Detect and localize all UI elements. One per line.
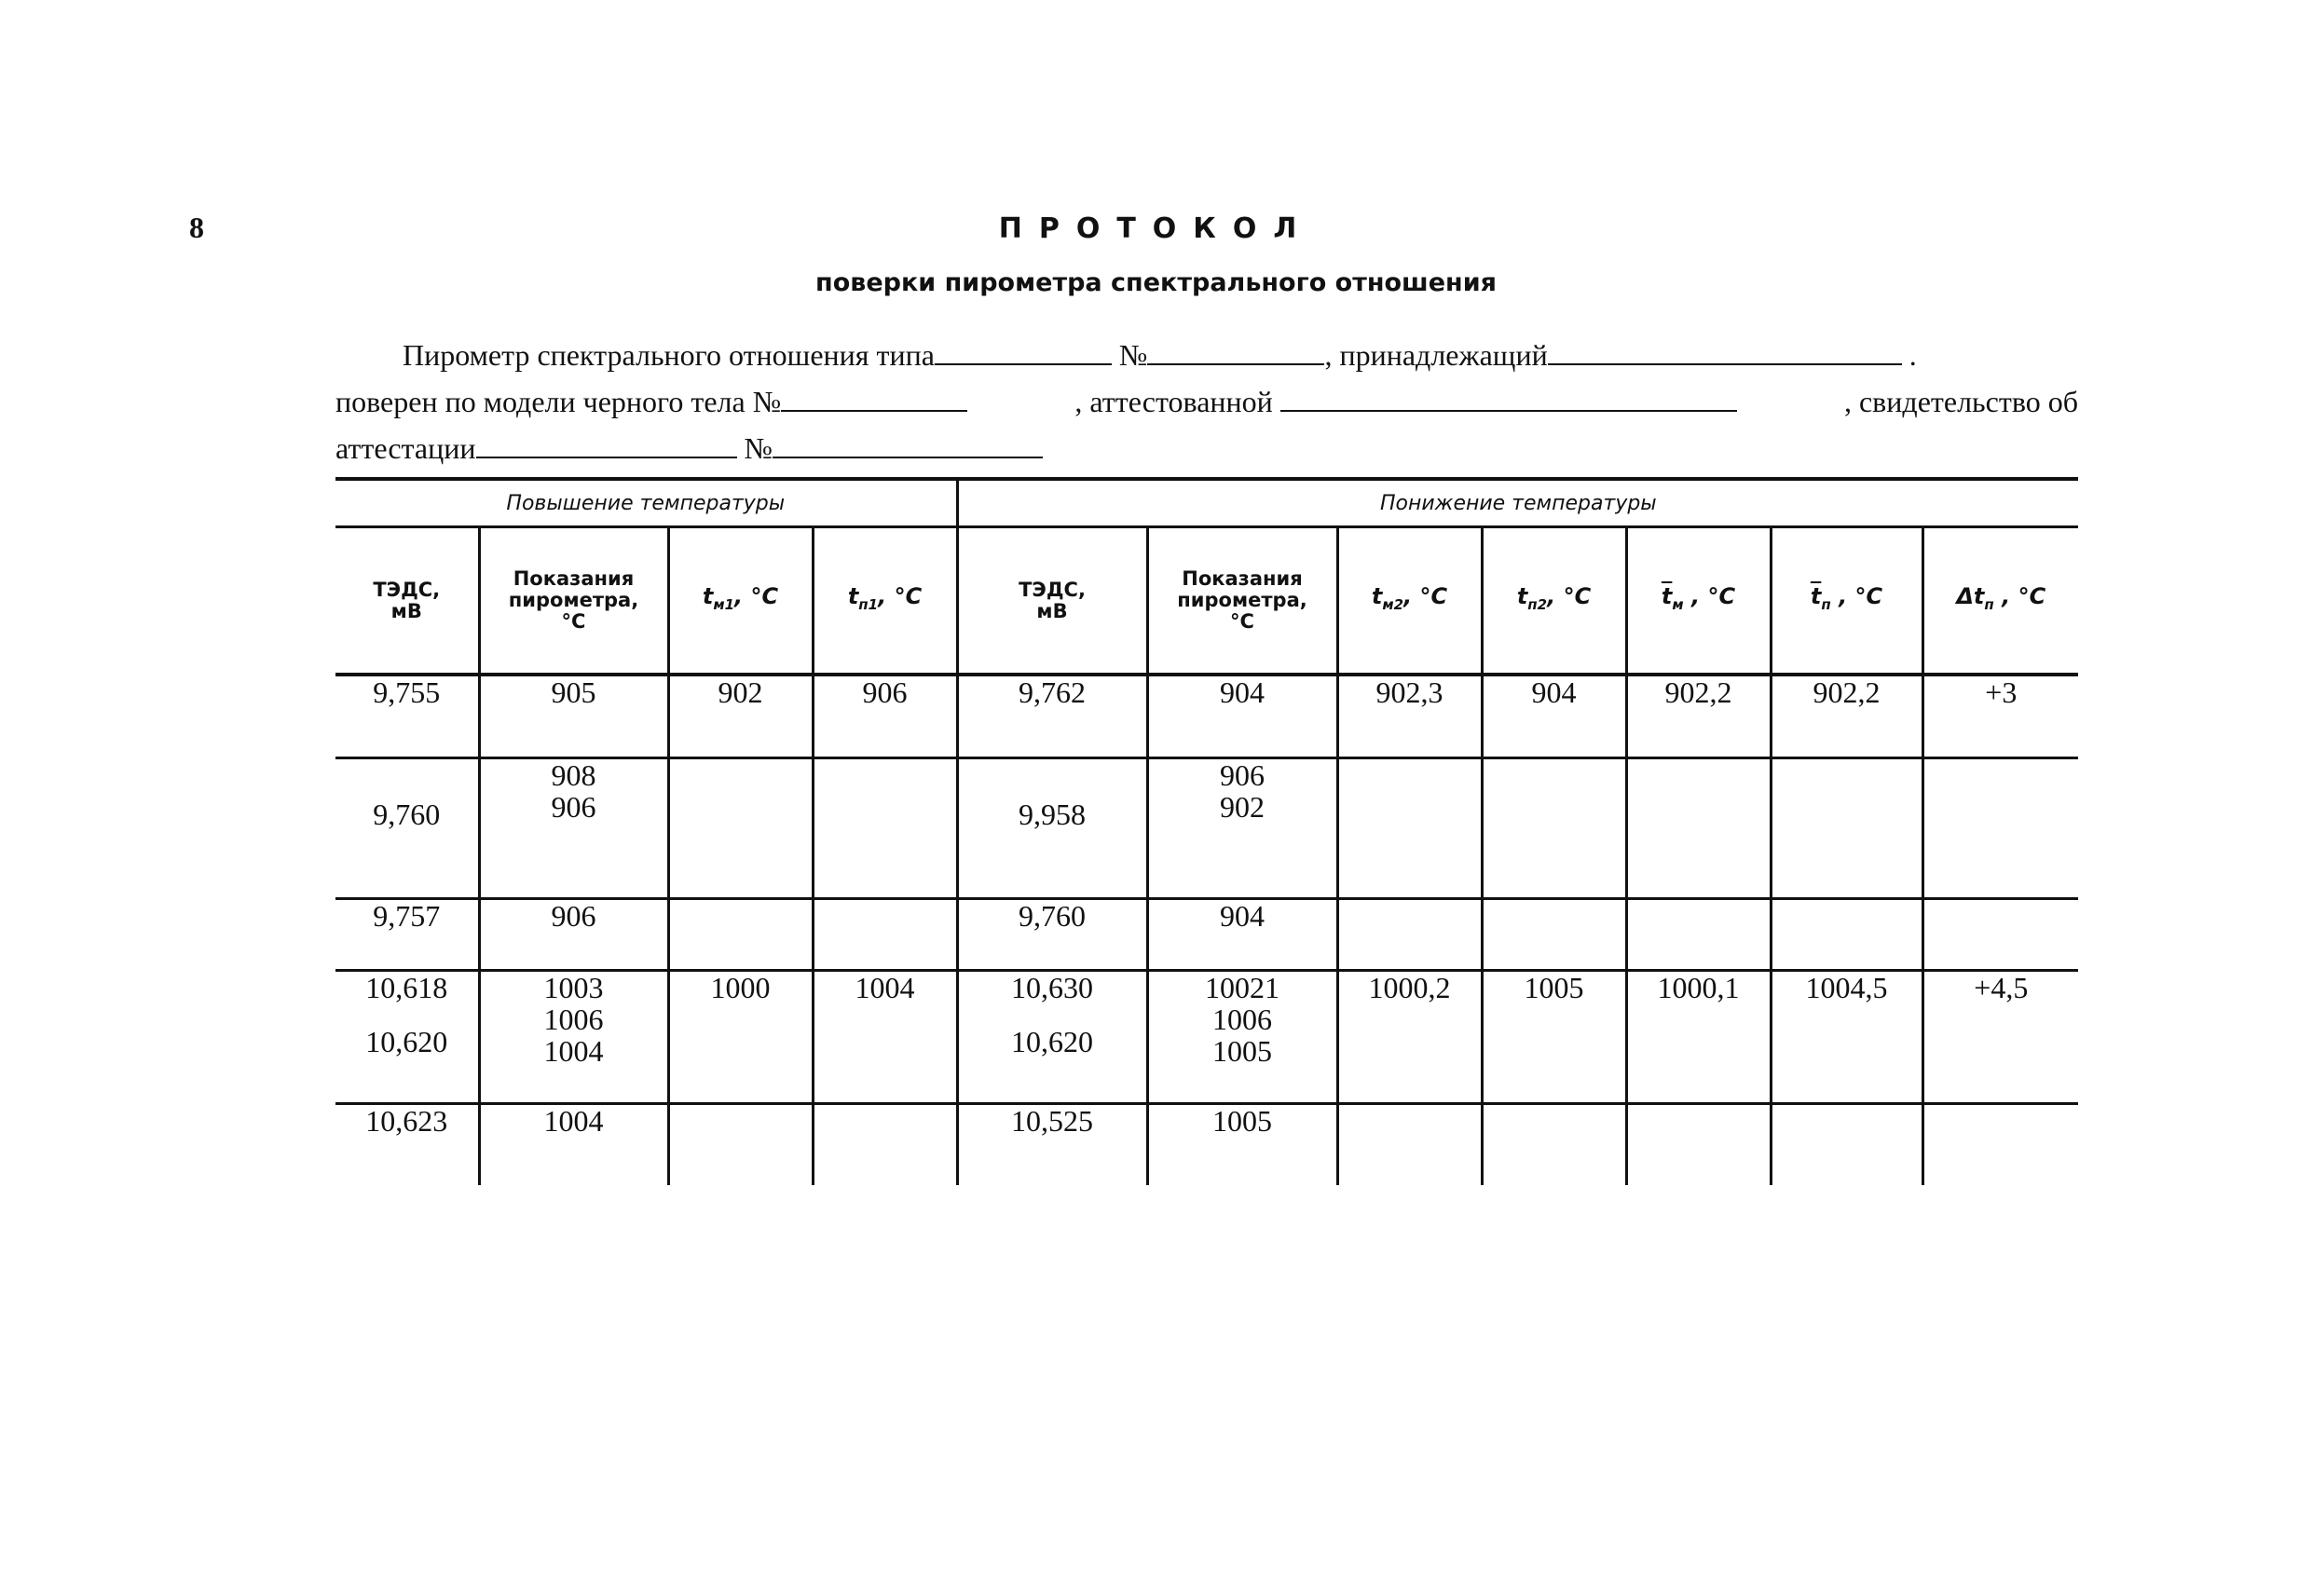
cell-delta-tp: +3 [1922, 675, 2078, 758]
intro-line-2 [335, 378, 2078, 425]
cell-value: 904 [1220, 675, 1265, 709]
col-header-tedc-rise: ТЭДС, мВ [335, 527, 479, 675]
cell-tm2 [1337, 758, 1482, 899]
cell-tedc-fall [957, 971, 1147, 1104]
cell-tp1 [813, 899, 957, 971]
cell-readings-fall [1147, 675, 1337, 758]
intro-text-pyrometer-type: Пирометр спектрального отношения типа [403, 338, 935, 372]
cell-value: 902 [1220, 790, 1265, 824]
col-header-tm-avg: $\overline{t}_м$ , °C [1626, 527, 1771, 675]
cell-tp-avg [1771, 1104, 1922, 1186]
cell-value: 10,525 [1011, 1104, 1094, 1138]
table-row [335, 971, 2078, 1104]
attestation-number-blank [773, 429, 1043, 458]
table-row [335, 758, 2078, 899]
certified-by-blank [1280, 382, 1737, 412]
cell-tm1: 1000 [668, 971, 813, 1104]
cell-tedc-fall [957, 758, 1147, 899]
protocol-table [335, 477, 2078, 1185]
cell-tp2 [1482, 1104, 1626, 1186]
cell-value: 10,630 [1011, 971, 1094, 1004]
cell-value: 1005 [1212, 1034, 1273, 1068]
cell-readings-fall [1147, 899, 1337, 971]
cell-value: 904 [1220, 899, 1265, 933]
cell-tm1: 902 [668, 675, 813, 758]
col-header-tp1: $t_{п1}$, °C [813, 527, 957, 675]
cell-value: 1004 [543, 1104, 604, 1138]
document-title: ПРОТОКОЛ [998, 212, 1314, 245]
cell-value: 1005 [1212, 1104, 1273, 1138]
cell-value: 9,760 [373, 798, 441, 831]
cell-tm2 [1337, 899, 1482, 971]
page-number: 8 [189, 211, 204, 244]
cell-value: 10,620 [1011, 1025, 1094, 1058]
cell-value: 9,760 [1019, 899, 1087, 933]
cell-tedc-rise [335, 758, 479, 899]
col-header-tp2: $t_{п2}$, °C [1482, 527, 1626, 675]
cell-value: 9,762 [1019, 675, 1087, 709]
cell-tp1 [813, 1104, 957, 1186]
cell-tm-avg [1626, 758, 1771, 899]
cell-value: 906 [1220, 758, 1265, 792]
cell-readings-rise [479, 1104, 668, 1186]
owner-blank [1548, 335, 1902, 365]
cell-tm-avg [1626, 1104, 1771, 1186]
cell-tp1: 906 [813, 675, 957, 758]
cell-tp2: 1005 [1482, 971, 1626, 1104]
intro-text-certificate: , свидетельство об [1843, 385, 2078, 418]
col-header-readings-fall: Показания пирометра, °C [1147, 527, 1337, 675]
cell-tedc-fall [957, 1104, 1147, 1186]
col-header-tedc-fall: ТЭДС, мВ [957, 527, 1147, 675]
cell-delta-tp [1922, 758, 2078, 899]
cell-tedc-rise [335, 971, 479, 1104]
black-body-number-blank [781, 382, 967, 412]
col-header-readings-rise: Показания пирометра, °C [479, 527, 668, 675]
attestation-blank [476, 429, 737, 458]
cell-tedc-rise [335, 675, 479, 758]
cell-readings-fall [1147, 758, 1337, 899]
intro-text-attestation: аттестации [335, 431, 476, 465]
type-blank [935, 335, 1112, 365]
cell-value: 905 [551, 675, 596, 709]
cell-value: 1006 [543, 1003, 604, 1036]
cell-tp-avg: 1004,5 [1771, 971, 1922, 1104]
cell-value: 10,618 [365, 971, 448, 1004]
cell-tp1: 1004 [813, 971, 957, 1104]
intro-text-number-sign-2: № [744, 431, 773, 465]
cell-value: 9,958 [1019, 798, 1087, 831]
cell-tm2 [1337, 1104, 1482, 1186]
cell-tm1 [668, 758, 813, 899]
cell-tp2: 904 [1482, 675, 1626, 758]
cell-tp1 [813, 758, 957, 899]
cell-tp2 [1482, 899, 1626, 971]
cell-value: 1003 [543, 971, 604, 1004]
group-header-temperature-rise: Повышение температуры [335, 479, 957, 527]
cell-value: 10,623 [365, 1104, 448, 1138]
cell-readings-rise [479, 899, 668, 971]
cell-readings-rise [479, 971, 668, 1104]
cell-tm1 [668, 899, 813, 971]
intro-text-period: . [1908, 338, 1917, 372]
cell-value: 10,620 [365, 1025, 448, 1058]
cell-value: 908 [551, 758, 596, 792]
intro-text-number-sign: № [1118, 338, 1148, 372]
cell-value: 10021 [1205, 971, 1280, 1004]
cell-tm1 [668, 1104, 813, 1186]
cell-readings-fall [1147, 1104, 1337, 1186]
document-subtitle: поверки пирометра спектрального отношения [815, 268, 1497, 297]
number-blank [1147, 335, 1324, 365]
cell-delta-tp [1922, 1104, 2078, 1186]
col-header-delta-tp: $\Delta t_п$ , °C [1922, 527, 2078, 675]
col-header-tp-avg: $\overline{t}_п$ , °C [1771, 527, 1922, 675]
cell-value: 9,755 [373, 675, 441, 709]
cell-delta-tp [1922, 899, 2078, 971]
table-row [335, 899, 2078, 971]
cell-readings-fall [1147, 971, 1337, 1104]
cell-tm2: 1000,2 [1337, 971, 1482, 1104]
table-body [335, 675, 2078, 1185]
intro-paragraph [335, 332, 2078, 471]
cell-tm-avg: 1000,1 [1626, 971, 1771, 1104]
cell-tedc-fall [957, 675, 1147, 758]
intro-text-certified: , аттестованной [1074, 385, 1273, 418]
cell-tp2 [1482, 758, 1626, 899]
cell-value: 906 [551, 899, 596, 933]
table-row [335, 675, 2078, 758]
cell-tm2: 902,3 [1337, 675, 1482, 758]
cell-tm-avg [1626, 899, 1771, 971]
cell-readings-rise [479, 758, 668, 899]
intro-text-black-body: поверен по модели черного тела № [335, 385, 782, 418]
table-row [335, 1104, 2078, 1186]
cell-value: 1006 [1212, 1003, 1273, 1036]
intro-line-3 [335, 425, 2078, 471]
cell-tedc-rise [335, 1104, 479, 1186]
cell-tedc-rise [335, 899, 479, 971]
cell-tm-avg: 902,2 [1626, 675, 1771, 758]
group-header-temperature-fall: Понижение температуры [957, 479, 2078, 527]
cell-tp-avg: 902,2 [1771, 675, 1922, 758]
cell-tedc-fall [957, 899, 1147, 971]
intro-text-owner: , принадлежащий [1324, 338, 1548, 372]
col-header-tm1: $t_{м1}$, °C [668, 527, 813, 675]
cell-delta-tp: +4,5 [1922, 971, 2078, 1104]
cell-readings-rise [479, 675, 668, 758]
cell-tp-avg [1771, 758, 1922, 899]
cell-value: 906 [551, 790, 596, 824]
cell-value: 9,757 [373, 899, 441, 933]
cell-value: 1004 [543, 1034, 604, 1068]
cell-tp-avg [1771, 899, 1922, 971]
intro-line-1 [335, 332, 2078, 378]
col-header-tm2: $t_{м2}$, °C [1337, 527, 1482, 675]
